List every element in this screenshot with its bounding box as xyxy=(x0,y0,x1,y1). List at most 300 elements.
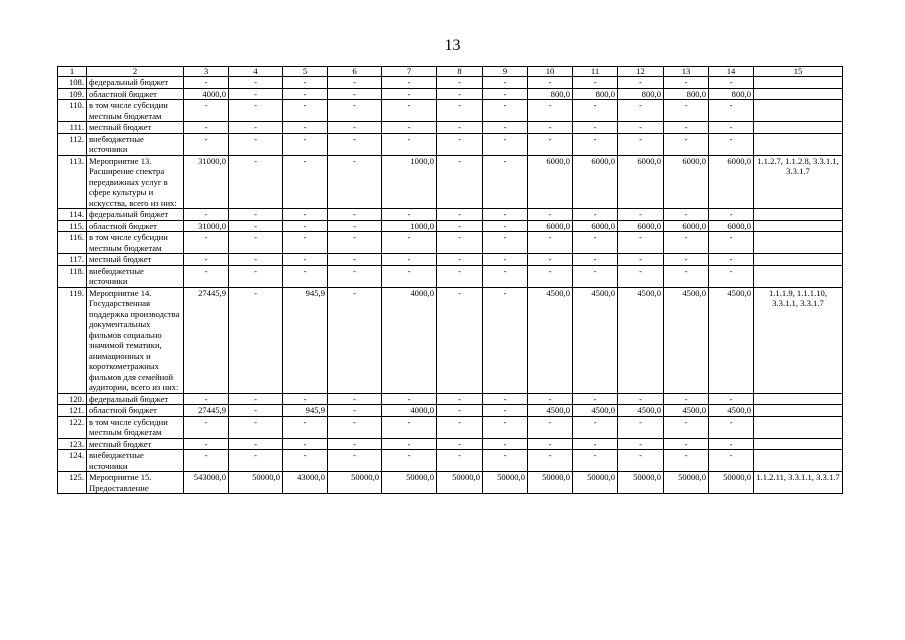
value-cell: - xyxy=(664,232,709,254)
value-cell: - xyxy=(184,450,229,472)
value-cell: - xyxy=(328,416,382,438)
value-cell: - xyxy=(328,405,382,417)
value-cell: - xyxy=(229,122,283,134)
table-row xyxy=(58,393,843,405)
reference-cell: 1.1.1.9, 1.1.1.10, 3.3.1.1, 3.3.1.7 xyxy=(754,287,843,393)
value-cell: 945,9 xyxy=(283,405,328,417)
value-cell: - xyxy=(618,77,664,89)
item-name-cell: Мероприятие 15. Предоставление xyxy=(87,472,184,494)
header-cell: 1 xyxy=(58,67,87,77)
value-cell: 27445,9 xyxy=(184,287,229,393)
value-cell: 27445,9 xyxy=(184,405,229,417)
value-cell: - xyxy=(528,100,573,122)
value-cell: - xyxy=(528,77,573,89)
value-cell: 4000,0 xyxy=(382,405,437,417)
value-cell: - xyxy=(382,393,437,405)
value-cell: - xyxy=(709,122,754,134)
value-cell: - xyxy=(229,232,283,254)
value-cell: - xyxy=(328,438,382,450)
value-cell: 50000,0 xyxy=(528,472,573,494)
table-row xyxy=(58,265,843,287)
row-number-cell: 118. xyxy=(58,265,87,287)
value-cell: - xyxy=(437,133,483,155)
item-name-cell: в том числе субсидии местным бюджетам xyxy=(87,232,184,254)
value-cell: 50000,0 xyxy=(328,472,382,494)
value-cell: - xyxy=(618,254,664,266)
table-row xyxy=(58,155,843,209)
value-cell: - xyxy=(283,393,328,405)
value-cell: - xyxy=(573,438,618,450)
value-cell: - xyxy=(229,209,283,221)
value-cell: - xyxy=(184,438,229,450)
value-cell: - xyxy=(528,209,573,221)
item-name-cell: Мероприятие 14. Государственная поддержка производства документальных фильмов социально значимой тематики, анимационных и короткометражных фильмов для семейной аудитории, всего из них: xyxy=(87,287,184,393)
row-number-cell: 113. xyxy=(58,155,87,209)
header-cell: 6 xyxy=(328,67,382,77)
table-row xyxy=(58,472,843,494)
value-cell: - xyxy=(573,416,618,438)
value-cell: 6000,0 xyxy=(618,220,664,232)
value-cell: - xyxy=(382,416,437,438)
value-cell: - xyxy=(437,416,483,438)
header-cell: 4 xyxy=(229,67,283,77)
item-name-cell: областной бюджет xyxy=(87,88,184,100)
value-cell: - xyxy=(483,220,528,232)
value-cell: - xyxy=(483,88,528,100)
value-cell: - xyxy=(573,265,618,287)
value-cell: - xyxy=(283,450,328,472)
value-cell: 4500,0 xyxy=(618,287,664,393)
value-cell: - xyxy=(618,265,664,287)
header-row xyxy=(58,67,843,77)
value-cell: - xyxy=(382,100,437,122)
value-cell: - xyxy=(283,88,328,100)
value-cell: - xyxy=(618,232,664,254)
value-cell: - xyxy=(382,438,437,450)
value-cell: - xyxy=(528,254,573,266)
value-cell: - xyxy=(709,232,754,254)
value-cell: - xyxy=(283,232,328,254)
value-cell: - xyxy=(328,220,382,232)
value-cell: - xyxy=(664,438,709,450)
value-cell: - xyxy=(709,100,754,122)
value-cell: - xyxy=(184,232,229,254)
header-cell: 12 xyxy=(618,67,664,77)
value-cell: - xyxy=(437,122,483,134)
value-cell: - xyxy=(283,265,328,287)
value-cell: - xyxy=(283,438,328,450)
value-cell: 50000,0 xyxy=(382,472,437,494)
header-cell: 15 xyxy=(754,67,843,77)
value-cell: - xyxy=(229,287,283,393)
item-name-cell: областной бюджет xyxy=(87,220,184,232)
value-cell: - xyxy=(618,122,664,134)
value-cell: - xyxy=(664,450,709,472)
value-cell: - xyxy=(483,100,528,122)
value-cell: - xyxy=(328,133,382,155)
value-cell: - xyxy=(184,133,229,155)
value-cell: - xyxy=(709,450,754,472)
value-cell: - xyxy=(283,254,328,266)
value-cell: - xyxy=(229,77,283,89)
table-row xyxy=(58,77,843,89)
row-number-cell: 110. xyxy=(58,100,87,122)
value-cell: - xyxy=(618,100,664,122)
item-name-cell: в том числе субсидии местным бюджетам xyxy=(87,416,184,438)
value-cell: 50000,0 xyxy=(229,472,283,494)
header-cell: 5 xyxy=(283,67,328,77)
value-cell: - xyxy=(437,287,483,393)
value-cell: - xyxy=(382,450,437,472)
value-cell: - xyxy=(229,265,283,287)
value-cell: - xyxy=(573,450,618,472)
value-cell: - xyxy=(709,133,754,155)
value-cell: - xyxy=(709,254,754,266)
value-cell: - xyxy=(573,232,618,254)
value-cell: - xyxy=(664,77,709,89)
value-cell: - xyxy=(328,122,382,134)
value-cell: - xyxy=(184,416,229,438)
value-cell: - xyxy=(437,254,483,266)
value-cell: 6000,0 xyxy=(709,220,754,232)
value-cell: - xyxy=(664,254,709,266)
reference-cell xyxy=(754,265,843,287)
value-cell: 50000,0 xyxy=(437,472,483,494)
value-cell: - xyxy=(618,133,664,155)
value-cell: 4500,0 xyxy=(709,287,754,393)
value-cell: - xyxy=(528,265,573,287)
value-cell: - xyxy=(437,100,483,122)
value-cell: - xyxy=(573,100,618,122)
value-cell: - xyxy=(664,209,709,221)
value-cell: - xyxy=(709,77,754,89)
value-cell: - xyxy=(483,155,528,209)
value-cell: - xyxy=(483,133,528,155)
value-cell: - xyxy=(709,209,754,221)
value-cell: - xyxy=(437,405,483,417)
header-cell: 3 xyxy=(184,67,229,77)
value-cell: - xyxy=(709,438,754,450)
value-cell: - xyxy=(573,133,618,155)
header-cell: 2 xyxy=(87,67,184,77)
table-row xyxy=(58,122,843,134)
value-cell: - xyxy=(483,438,528,450)
value-cell: - xyxy=(184,100,229,122)
value-cell: 6000,0 xyxy=(664,155,709,209)
value-cell: 4500,0 xyxy=(528,287,573,393)
value-cell: - xyxy=(618,450,664,472)
row-number-cell: 119. xyxy=(58,287,87,393)
value-cell: - xyxy=(437,209,483,221)
table-row xyxy=(58,232,843,254)
value-cell: - xyxy=(573,254,618,266)
value-cell: 31000,0 xyxy=(184,155,229,209)
value-cell: - xyxy=(437,393,483,405)
value-cell: - xyxy=(184,393,229,405)
value-cell: - xyxy=(382,254,437,266)
budget-table xyxy=(57,66,843,494)
item-name-cell: федеральный бюджет xyxy=(87,393,184,405)
value-cell: - xyxy=(382,88,437,100)
value-cell: - xyxy=(328,88,382,100)
value-cell: - xyxy=(618,393,664,405)
value-cell: - xyxy=(528,122,573,134)
value-cell: - xyxy=(229,100,283,122)
value-cell: - xyxy=(664,416,709,438)
reference-cell xyxy=(754,122,843,134)
value-cell: - xyxy=(528,232,573,254)
row-number-cell: 121. xyxy=(58,405,87,417)
value-cell: - xyxy=(328,232,382,254)
value-cell: - xyxy=(437,450,483,472)
value-cell: - xyxy=(528,416,573,438)
value-cell: - xyxy=(382,265,437,287)
value-cell: - xyxy=(229,393,283,405)
value-cell: - xyxy=(664,393,709,405)
value-cell: 945,9 xyxy=(283,287,328,393)
header-cell: 14 xyxy=(709,67,754,77)
value-cell: - xyxy=(229,220,283,232)
value-cell: - xyxy=(382,209,437,221)
value-cell: - xyxy=(328,100,382,122)
value-cell: - xyxy=(184,209,229,221)
value-cell: - xyxy=(283,122,328,134)
value-cell: - xyxy=(382,122,437,134)
value-cell: 50000,0 xyxy=(664,472,709,494)
row-number-cell: 109. xyxy=(58,88,87,100)
value-cell: - xyxy=(328,254,382,266)
value-cell: - xyxy=(328,155,382,209)
value-cell: 4500,0 xyxy=(528,405,573,417)
value-cell: - xyxy=(382,77,437,89)
row-number-cell: 108. xyxy=(58,77,87,89)
value-cell: - xyxy=(229,155,283,209)
value-cell: - xyxy=(528,438,573,450)
row-number-cell: 116. xyxy=(58,232,87,254)
value-cell: - xyxy=(283,155,328,209)
value-cell: - xyxy=(573,77,618,89)
value-cell: 6000,0 xyxy=(528,155,573,209)
header-cell: 13 xyxy=(664,67,709,77)
value-cell: - xyxy=(483,232,528,254)
value-cell: - xyxy=(483,393,528,405)
value-cell: - xyxy=(184,254,229,266)
reference-cell xyxy=(754,77,843,89)
value-cell: - xyxy=(618,416,664,438)
value-cell: - xyxy=(328,77,382,89)
header-cell: 10 xyxy=(528,67,573,77)
value-cell: 6000,0 xyxy=(664,220,709,232)
reference-cell xyxy=(754,393,843,405)
value-cell: 800,0 xyxy=(528,88,573,100)
value-cell: - xyxy=(437,77,483,89)
reference-cell xyxy=(754,209,843,221)
item-name-cell: местный бюджет xyxy=(87,122,184,134)
reference-cell xyxy=(754,416,843,438)
item-name-cell: федеральный бюджет xyxy=(87,77,184,89)
reference-cell xyxy=(754,133,843,155)
value-cell: - xyxy=(528,393,573,405)
value-cell: - xyxy=(573,209,618,221)
reference-cell xyxy=(754,220,843,232)
value-cell: 6000,0 xyxy=(573,220,618,232)
header-cell: 9 xyxy=(483,67,528,77)
item-name-cell: Мероприятие 13. Расширение спектра передвижных услуг в сфере культуры и искусства, всего из них: xyxy=(87,155,184,209)
value-cell: 4500,0 xyxy=(664,405,709,417)
table-row xyxy=(58,450,843,472)
value-cell: 1000,0 xyxy=(382,155,437,209)
value-cell: 6000,0 xyxy=(709,155,754,209)
value-cell: - xyxy=(664,122,709,134)
value-cell: 50000,0 xyxy=(709,472,754,494)
value-cell: - xyxy=(229,254,283,266)
table-row xyxy=(58,287,843,393)
value-cell: 4500,0 xyxy=(709,405,754,417)
value-cell: 1000,0 xyxy=(382,220,437,232)
table-row xyxy=(58,88,843,100)
value-cell: - xyxy=(328,450,382,472)
value-cell: - xyxy=(483,254,528,266)
value-cell: 50000,0 xyxy=(618,472,664,494)
row-number-cell: 111. xyxy=(58,122,87,134)
table-row xyxy=(58,133,843,155)
value-cell: - xyxy=(328,393,382,405)
value-cell: - xyxy=(573,393,618,405)
value-cell: - xyxy=(483,122,528,134)
row-number-cell: 125. xyxy=(58,472,87,494)
value-cell: 4000,0 xyxy=(382,287,437,393)
table-row xyxy=(58,100,843,122)
table-row xyxy=(58,254,843,266)
value-cell: - xyxy=(483,450,528,472)
value-cell: - xyxy=(528,450,573,472)
value-cell: 543000,0 xyxy=(184,472,229,494)
value-cell: 4500,0 xyxy=(664,287,709,393)
reference-cell xyxy=(754,232,843,254)
value-cell: - xyxy=(229,416,283,438)
value-cell: - xyxy=(382,232,437,254)
reference-cell xyxy=(754,88,843,100)
value-cell: 50000,0 xyxy=(573,472,618,494)
row-number-cell: 123. xyxy=(58,438,87,450)
value-cell: - xyxy=(483,209,528,221)
value-cell: - xyxy=(664,100,709,122)
value-cell: - xyxy=(229,88,283,100)
value-cell: - xyxy=(184,265,229,287)
value-cell: - xyxy=(437,155,483,209)
value-cell: - xyxy=(664,133,709,155)
header-cell: 7 xyxy=(382,67,437,77)
value-cell: - xyxy=(437,232,483,254)
item-name-cell: местный бюджет xyxy=(87,254,184,266)
value-cell: - xyxy=(573,122,618,134)
header-cell: 11 xyxy=(573,67,618,77)
row-number-cell: 122. xyxy=(58,416,87,438)
value-cell: - xyxy=(709,265,754,287)
table-row xyxy=(58,438,843,450)
table-row xyxy=(58,209,843,221)
value-cell: - xyxy=(483,287,528,393)
value-cell: 4500,0 xyxy=(573,287,618,393)
value-cell: - xyxy=(283,209,328,221)
reference-cell xyxy=(754,450,843,472)
value-cell: 6000,0 xyxy=(618,155,664,209)
value-cell: - xyxy=(483,265,528,287)
reference-cell xyxy=(754,438,843,450)
value-cell: 31000,0 xyxy=(184,220,229,232)
value-cell: - xyxy=(328,287,382,393)
table-row xyxy=(58,220,843,232)
reference-cell: 1.1.2.7, 1.1.2.8, 3.3.1.1, 3.3.1.7 xyxy=(754,155,843,209)
row-number-cell: 117. xyxy=(58,254,87,266)
reference-cell: 1.1.2.11, 3.3.1.1, 3.3.1.7 xyxy=(754,472,843,494)
value-cell: - xyxy=(229,133,283,155)
row-number-cell: 120. xyxy=(58,393,87,405)
row-number-cell: 114. xyxy=(58,209,87,221)
page-number: 13 xyxy=(444,37,461,54)
reference-cell xyxy=(754,405,843,417)
value-cell: - xyxy=(664,265,709,287)
value-cell: - xyxy=(229,405,283,417)
item-name-cell: местный бюджет xyxy=(87,438,184,450)
value-cell: 4000,0 xyxy=(184,88,229,100)
value-cell: - xyxy=(283,416,328,438)
value-cell: 6000,0 xyxy=(528,220,573,232)
table-row xyxy=(58,416,843,438)
value-cell: 6000,0 xyxy=(573,155,618,209)
value-cell: - xyxy=(437,265,483,287)
value-cell: - xyxy=(709,393,754,405)
value-cell: - xyxy=(328,209,382,221)
value-cell: 800,0 xyxy=(573,88,618,100)
reference-cell xyxy=(754,254,843,266)
value-cell: - xyxy=(483,416,528,438)
value-cell: - xyxy=(483,77,528,89)
value-cell: - xyxy=(437,438,483,450)
value-cell: - xyxy=(283,77,328,89)
value-cell: - xyxy=(229,438,283,450)
row-number-cell: 124. xyxy=(58,450,87,472)
item-name-cell: федеральный бюджет xyxy=(87,209,184,221)
value-cell: 800,0 xyxy=(709,88,754,100)
item-name-cell: областной бюджет xyxy=(87,405,184,417)
value-cell: 800,0 xyxy=(618,88,664,100)
table-row xyxy=(58,405,843,417)
value-cell: - xyxy=(328,265,382,287)
value-cell: - xyxy=(483,405,528,417)
item-name-cell: внебюджетные источники xyxy=(87,450,184,472)
value-cell: - xyxy=(618,209,664,221)
value-cell: - xyxy=(437,220,483,232)
row-number-cell: 112. xyxy=(58,133,87,155)
value-cell: - xyxy=(283,220,328,232)
value-cell: - xyxy=(437,88,483,100)
value-cell: - xyxy=(382,133,437,155)
value-cell: - xyxy=(283,133,328,155)
value-cell: - xyxy=(709,416,754,438)
value-cell: 43000,0 xyxy=(283,472,328,494)
row-number-cell: 115. xyxy=(58,220,87,232)
item-name-cell: внебюджетные источники xyxy=(87,133,184,155)
item-name-cell: в том числе субсидии местным бюджетам xyxy=(87,100,184,122)
value-cell: 800,0 xyxy=(664,88,709,100)
value-cell: - xyxy=(618,438,664,450)
value-cell: 50000,0 xyxy=(483,472,528,494)
item-name-cell: внебюджетные источники xyxy=(87,265,184,287)
value-cell: 4500,0 xyxy=(618,405,664,417)
value-cell: - xyxy=(184,77,229,89)
value-cell: 4500,0 xyxy=(573,405,618,417)
